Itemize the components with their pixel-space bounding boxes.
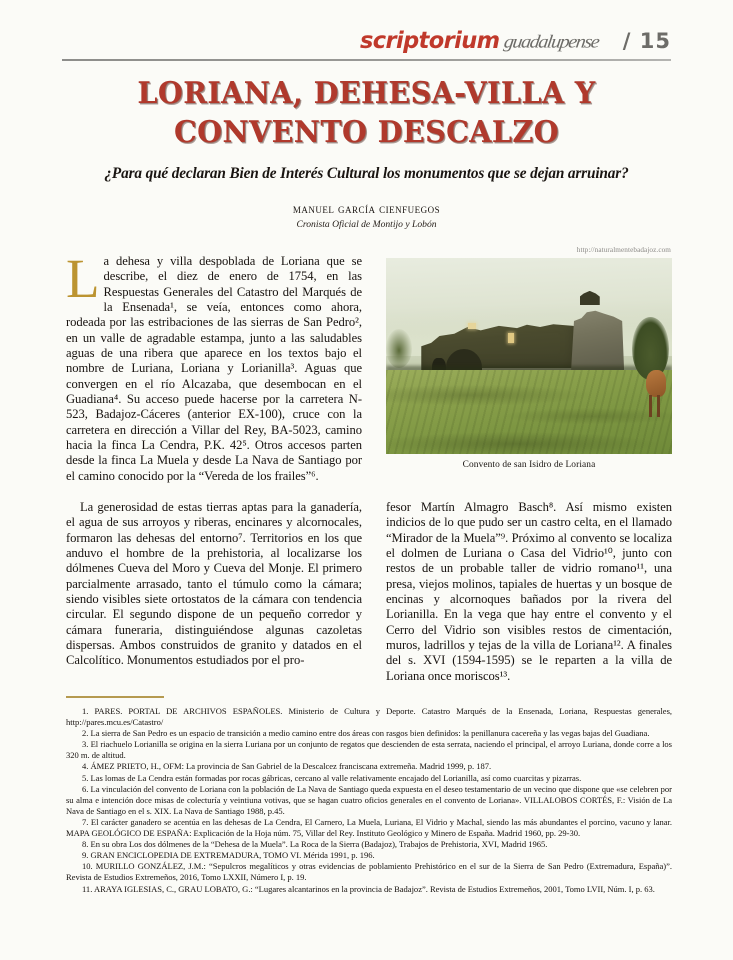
footnote-item: 3. El riachuelo Lorianilla se origina en la sierra Luriana por un conjunto de regatos que descienden de esta serrata, naciendo el principal, el arroyo Luriana, donde corre a los 320 m. de altitud. <box>66 739 672 761</box>
page-title <box>71 74 662 152</box>
running-head <box>62 28 671 62</box>
paragraph-opening-text: a dehesa y villa despoblada de Loriana que se describe, el diez de enero de 1754, en las Respuestas Generales del Catastro del Marqués de la Ensenada¹, se veía, entonces como ahora, rodeada por las estribaciones de las sierras de San Pedro², en un valle de agradable estampa, junto a las saludables aguas de una ribera que aparece en los textos bajo el nombre de Luriana, Loriana y Lorianilla³. Aguas que convergen en el río Alcazaba, que desembocan en el Guadiana⁴. Su acceso puede hacerse por la carretera N-523, Badajoz-Cáceres (anterior EX-100), cruce con la carretera en dirección a Villar del Rey, BA-5023, camino hacia la finca La Cendra, P.K. 42⁵. Otros accesos parten desde la finca La Muela y desde La Nava de Santiago por el camino conocido por la “Vereda de los frailes”⁶. <box>66 254 362 483</box>
article-title-line-2: CONVENTO DESCALZO <box>173 113 559 149</box>
convent-photograph <box>386 258 672 454</box>
footnote-item: 8. En su obra Los dos dólmenes de la “Dehesa de la Muela”. La Roca de la Sierra (Badajoz), Trabajos de Prehistoria, XVI, Madrid 1965. <box>82 839 548 850</box>
paragraph-second-part-a <box>66 500 362 669</box>
photo-tree-left <box>386 329 412 368</box>
footnotes-section <box>66 706 672 895</box>
figure-credit-url: http://naturalmentebadajoz.com <box>576 246 671 254</box>
photo-convent-ruin <box>415 297 638 375</box>
article-title-line-1: LORIANA, DEHESA-VILLA Y <box>137 75 596 110</box>
body-column-lower-right <box>386 500 672 684</box>
paragraph-opening <box>66 248 362 484</box>
footnote-item: 2. La sierra de San Pedro es un espacio de transición a medio camino entre dos áreas con rasgos bien definidos: la penillanura cacereña y las vegas bajas del Guadiana. <box>82 728 650 739</box>
footnote-item: 10. MURILLO GONZÁLEZ, J.M.: “Sepulcros megalíticos y otras evidencias de poblamiento Prehistórico en el sur de la Sierra de San Pedro (Extremadura, España)”. Revista de Estudios Extremeños, 2016, Tomo LXXII, Número I, p. 19. <box>66 861 672 883</box>
article-author-name: manuel garcía cienfuegos <box>292 201 441 216</box>
journal-brand-secondary: guadalupense <box>503 31 601 53</box>
footnote-item: 6. La vinculación del convento de Loriana con la población de La Nava de Santiago queda expuesta en el deseo testamentario de un vecino que dispone que «se celebren por su alma e intención doce misas de colecturía y veintiuna votivas, que se hagan cuatro oficios generales en el convento de Loriana». VILLALOBOS CORTÉS, F.: Visión de La Nava de Santiago en el s. XIX. La Nava de Santiago 1988, p.45. <box>66 783 672 816</box>
ruin-tower <box>571 302 625 376</box>
footnote-item: 7. El carácter ganadero se acentúa en las dehesas de La Cendra, El Carnero, La Muela, Luriana, El Vidrio y Machal, siendo las más abundantes el porcino, vacuno y lanar. MAPA GEOLÓGICO DE ESPAÑA: Explicación de la Hoja núm. 75, Villar del Rey. Instituto Geológico y Minero de España. Madrid 1960, pp. 29-30. <box>66 816 672 839</box>
horse-body <box>646 370 666 397</box>
article-author <box>62 202 671 217</box>
paragraph-second-text-b: fesor Martín Almagro Basch⁸. Así mismo existen indicios de lo que pudo ser un castro celta, en el llamado “Mirador de la Muela”⁹. Próximo al convento se localiza el dolmen de Luriana o Casa del Vidrio¹⁰, junto con restos de un probable taller de vidrio romano¹¹, una presa, viejos molinos, tapiales de huertas y un bosque de encinas y alcornoques bañados por la rivera del Lorianilla. En la vega que hay entre el convento y el Cerro del Vidrio son visibles restos de cimentación, muros, ladrillos y tejas de la villa de Loriana¹². A finales del s. XVI (1594-1595) se le reparten a la villa de Loriana once moriscos¹³. <box>386 500 672 683</box>
horse-leg-rear <box>657 395 660 417</box>
journal-brand-primary: scriptorium <box>359 27 500 55</box>
body-column-upper-left <box>66 248 362 484</box>
footnote-item: 5. Las lomas de La Cendra están formadas por rocas gábricas, cercano al valle relativamente encajado del Lorianilla, así como cuarcitas y pizarras. <box>82 772 582 783</box>
horse-leg-front <box>649 395 652 417</box>
body-column-lower-left <box>66 500 362 669</box>
article-title-block <box>62 74 671 230</box>
article-subtitle: ¿Para qué declaran Bien de Interés Cultural los monumentos que se dejan arruinar? <box>104 164 629 182</box>
footnote-item: 4. ÁMEZ PRIETO, H., OFM: La provincia de San Gabriel de la Descalcez franciscana extremeña. Madrid 1999, p. 187. <box>82 761 492 772</box>
drop-cap-letter: L <box>66 248 100 309</box>
photo-pasture <box>386 370 672 454</box>
footnote-item: 11. ARAYA IGLESIAS, C., GRAU LOBATO, G.: “Lugares alcantarinos en la provincia de Badajoz”. Revista de Estudios Extremeños, 2001, Tomo LVII, Núm. I, p. 63. <box>82 883 655 894</box>
paragraph-second-part-b <box>386 500 672 684</box>
footnote-item: 1. PARES. PORTAL DE ARCHIVOS ESPAÑOLES. Ministerio de Cultura y Deporte. Catastro Marqués de la Ensenada, Loriana, Respuestas generales, http://pares.mcu.es/Catastro/ <box>66 706 672 728</box>
footnote-separator-rule <box>66 696 164 698</box>
page-folio-number: / 15 <box>622 29 671 53</box>
header-divider-rule <box>62 59 671 61</box>
figure-caption: Convento de san Isidro de Loriana <box>462 460 596 470</box>
paragraph-second-text-a: La generosidad de estas tierras aptas para la ganadería, el agua de sus arroyos y riberas, encinares y alcornocales, formaron las dehesas del entorno⁷. Territorios en los que anduvo el hombre de la prehistoria, al localizarse los dólmenes Cueva del Moro y Cueva del Monje. El primero parcialmente arrasado, tanto el túmulo como la cámara; siendo visibles siete ortostatos de la cámara con tendencia circular. El segundo dispone de un pequeño corredor y cámara funeraria, distinguiéndose algunas cazoletas dispersas. Ambos construidos de granito y datados en el Calcolítico. Monumentos estudiados por el pro- <box>66 500 362 668</box>
footnote-item: 9. GRAN ENCICLOPEDIA DE EXTREMADURA, TOMO VI. Mérida 1991, p. 196. <box>82 850 375 861</box>
ruin-window-lit-1 <box>508 333 514 343</box>
ruin-window-lit-2 <box>468 323 476 329</box>
photo-horse <box>646 370 666 417</box>
article-author-role: Cronista Oficial de Montijo y Lobón <box>296 218 437 230</box>
article-figure <box>386 246 672 470</box>
